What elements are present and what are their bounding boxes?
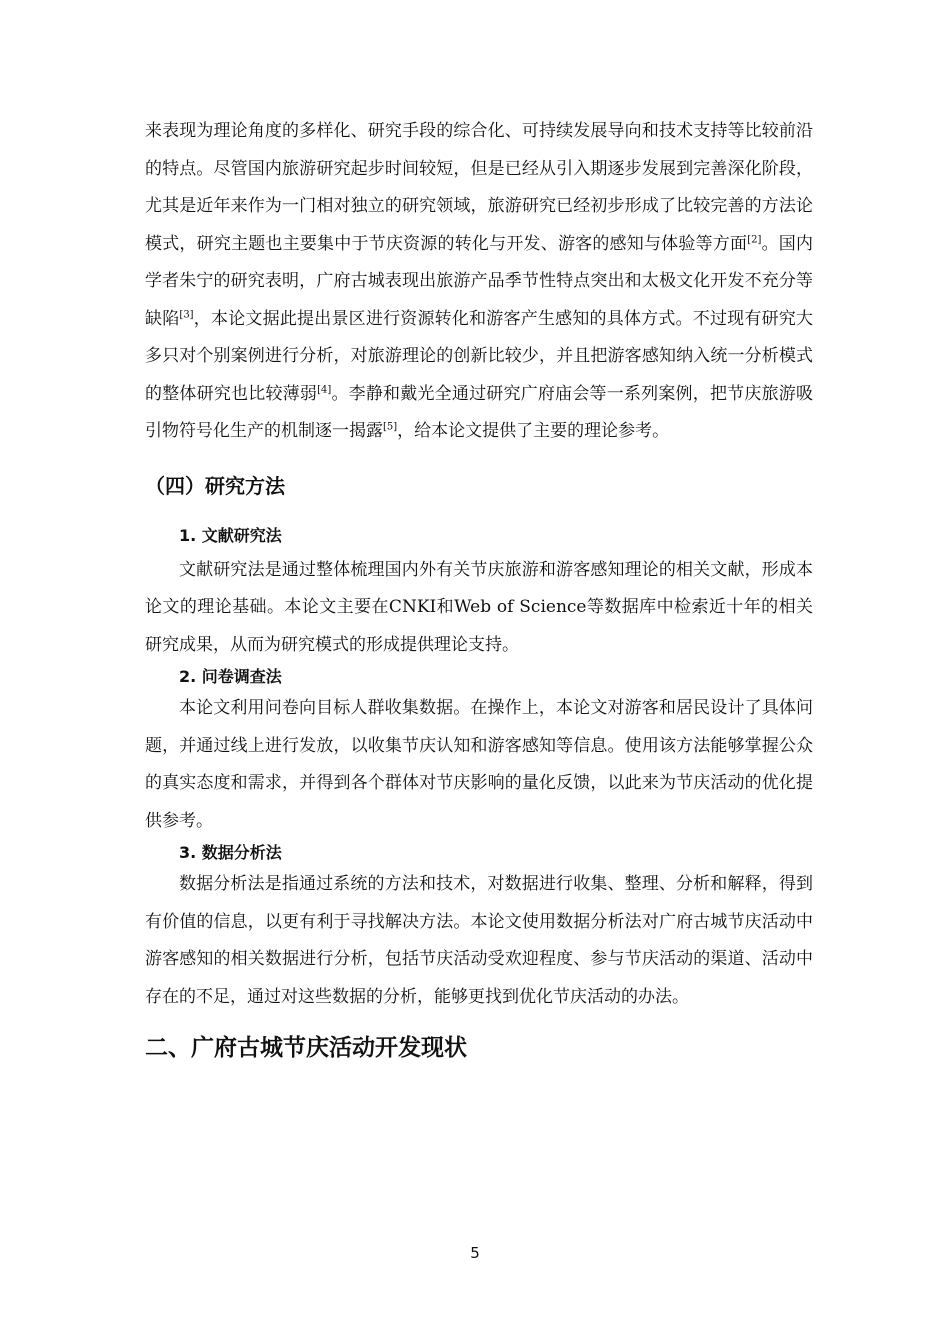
intro-text-2: 。国内学者朱宁的研究表明，广府古城表现出旅游产品季节性特点突出和太极文化开发不充分等缺陷 (145, 233, 814, 329)
intro-text-1: 来表现为理论角度的多样化、研究手段的综合化、可持续发展导向和技术支持等比较前沿的特点。尽管国内旅游研究起步时间较短，但是已经从引入期逐步发展到完善深化阶段，尤其是近年来作为一门相对独立的研究领域，旅游研究已经初步形成了比较完善的方法论模式，研究主题也主要集中于节庆资源的转化与开发、游客的感知与体验等方面 (145, 121, 813, 254)
intro-text-3: ，本论文据此提出景区进行资源转化和游客产生感知的具体方式。不过现有研究大多只对个别案例进行分析，对旅游理论的创新比较少，并且把游客感知纳入统一分析模式的整体研究也比较薄弱 (145, 308, 814, 404)
method-title-literature: 1. 文献研究法 (179, 525, 282, 545)
section-heading-research-methods: （四）研究方法 (145, 473, 285, 498)
citation-3: [3] (179, 308, 194, 320)
intro-paragraph (145, 113, 813, 451)
chapter-heading: 二、广府古城节庆活动开发现状 (145, 1035, 467, 1061)
page-content (145, 113, 813, 1062)
method-body-literature: 文献研究法是通过整体梳理国内外有关节庆旅游和游客感知理论的相关文献，形成本论文的理论基础。本论文主要在CNKI和Web of Science等数据库中检索近十年的相关研究成果，从而为研究模式的形成提供理论支持。 (145, 559, 813, 655)
page-number: 5 (470, 1244, 480, 1262)
method-body-data-analysis: 数据分析法是指通过系统的方法和技术，对数据进行收集、整理、分析和解释，得到有价值的信息，以更有利于寻找解决方法。本论文使用数据分析法对广府古城节庆活动中游客感知的相关数据进行分析，包括节庆活动受欢迎程度、参与节庆活动的渠道、活动中存在的不足，通过对这些数据的分析，能够更找到优化节庆活动的办法。 (145, 874, 813, 1007)
method-title-data-analysis: 3. 数据分析法 (179, 843, 282, 862)
intro-text-5: ，给本论文提供了主要的理论参考。 (397, 421, 670, 441)
method-body-questionnaire: 本论文利用问卷向目标人群收集数据。在操作上，本论文对游客和居民设计了具体问题，并通过线上进行发放，以收集节庆认知和游客感知等信息。使用该方法能够掌握公众的真实态度和需求，并得到各个群体对节庆影响的量化反馈，以此来为节庆活动的优化提供参考。 (145, 698, 813, 831)
citation-2: [2] (747, 233, 762, 245)
citation-5: [5] (383, 421, 398, 433)
citation-4: [4] (317, 383, 332, 395)
method-title-questionnaire: 2. 问卷调查法 (179, 667, 282, 686)
intro-text-4: 。李静和戴光全通过研究广府庙会等一系列案例，把节庆旅游吸引物符号化生产的机制逐一揭露 (145, 383, 814, 441)
